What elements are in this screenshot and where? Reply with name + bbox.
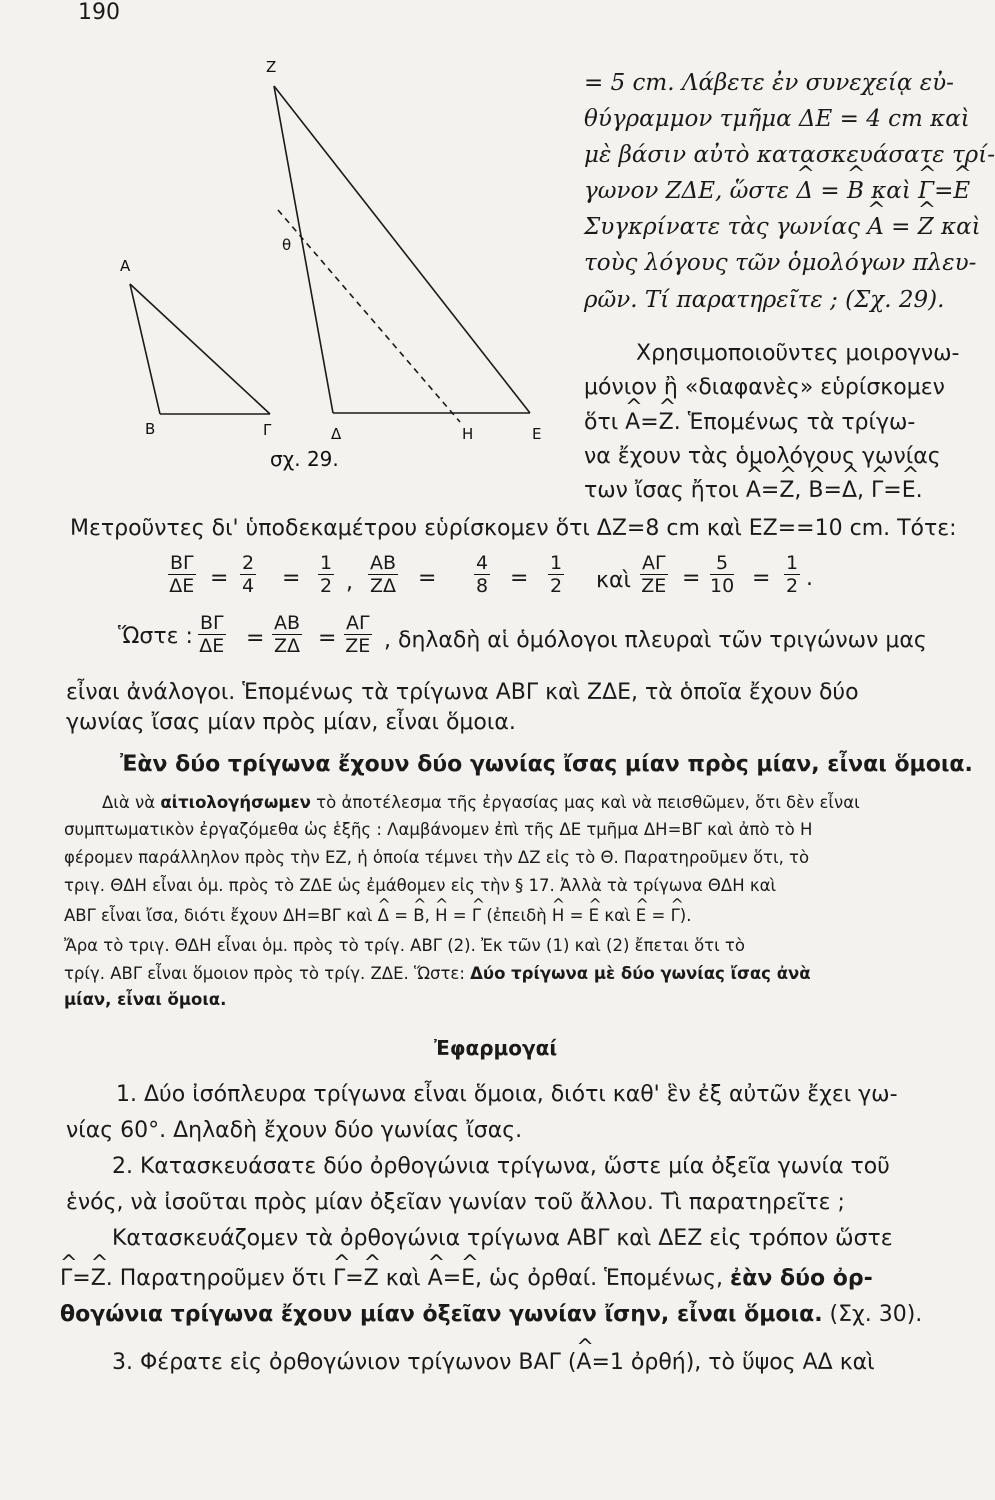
proof-line-4: τριγ. ΘΔΗ εἶναι ὁμ. πρὸς τὸ ΖΔΕ ὡς ἐμάθομεν εἰς τὴν § 17. Ἀλλὰ τὰ τρίγωνα ΘΔΗ καὶ <box>64 876 777 895</box>
right-line-12: των ἴσας ἤτοι ^ Α=^ Ζ, ^ Β=^ Δ, ^ Γ=^ Ε. <box>584 478 923 503</box>
segment-h-theta <box>278 210 460 422</box>
label-z: Z <box>266 58 277 76</box>
app-2-line-1: 2. Κατασκευάσατε δύο ὀρθογώνια τρίγωνα, ὥστε μία ὀξεῖα γωνία τοῦ <box>112 1154 890 1179</box>
para-line-2: γωνίας ἴσας μίαν πρὸς μίαν, εἶναι ὅμοια. <box>66 710 516 735</box>
fraction-1-2: $\frac{1}{2}$ <box>550 552 563 597</box>
period: . <box>806 566 813 591</box>
proof-line-8: μίαν, εἶναι ὅμοια. <box>64 990 227 1009</box>
right-line-8: Χρησιμοποιοῦντες μοιρογνω- <box>636 341 960 366</box>
page-number: 190 <box>78 0 120 25</box>
kai-word: καὶ <box>596 568 631 593</box>
fraction-ag-ze: $\frac{A\Gamma}{ZE}$ <box>345 612 371 657</box>
fraction-2-4: $\frac{2}{4}$ <box>242 552 255 597</box>
label-a: A <box>120 257 131 275</box>
label-b: B <box>145 420 156 438</box>
fraction-bg-de: $\frac{B\Gamma}{\Delta E}$ <box>169 552 195 597</box>
right-line-5: Συγκρίνατε τὰς γωνίας ^ Α = ^ Ζ καὶ <box>584 214 981 240</box>
figure-29 <box>100 50 560 480</box>
right-line-3: μὲ βάσιν αὐτὸ κατασκευάσατε τρί- <box>584 142 995 168</box>
equals-sign: = <box>418 566 437 591</box>
label-h: H <box>462 425 474 443</box>
right-line-10: ὅτι ^ Α=^ Ζ. Ἑπομένως τὰ τρίγω- <box>584 410 915 435</box>
right-line-6: τοὺς λόγους τῶν ὁμολόγων πλευ- <box>584 250 977 276</box>
segment-ag <box>130 284 270 414</box>
figure-caption: σχ. 29. <box>270 447 339 471</box>
proof-line-6: Ἄρα τὸ τριγ. ΘΔΗ εἶναι ὁμ. πρὸς τὸ τρίγ. ΑΒΓ (2). Ἐκ τῶν (1) καὶ (2) ἔπεται ὅτι τὸ <box>64 936 745 955</box>
proof-line-5: ΑΒΓ εἶναι ἴσα, διότι ἔχουν ΔΗ=ΒΓ καὶ ^ Δ = ^ Β, ^ Η = ^ Γ (ἐπειδὴ ^ Η = ^ Ε καὶ ^ Ε = ^ Γ). <box>64 906 691 925</box>
segment-ab <box>130 284 160 414</box>
proof-line-7: τρίγ. ΑΒΓ εἶναι ὅμοιον πρὸς τὸ τρίγ. ΖΔΕ. Ὥστε: Δύο τρίγωνα μὲ δύο γωνίας ἴσας ἀνὰ <box>64 964 811 983</box>
fraction-bg-de: $\frac{B\Gamma}{\Delta E}$ <box>199 612 225 657</box>
label-d: Δ <box>331 425 342 443</box>
hoste-tail: , δηλαδὴ αἱ ὁμόλογοι πλευραὶ τῶν τριγώνων μας <box>384 628 927 653</box>
fraction-ab-zd: $\frac{AB}{Z\Delta}$ <box>274 612 301 657</box>
app-3-line-1: 3. Φέρατε εἰς ὀρθογώνιον τρίγωνον ΒΑΓ (^ Α=1 ὀρθή), τὸ ὕψος ΑΔ καὶ <box>112 1350 875 1375</box>
app-2-line-2: ἑνός, νὰ ἰσοῦται πρὸς μίαν ὀξεῖαν γωνίαν τοῦ ἄλλου. Τὶ παρατηρεῖτε ; <box>66 1190 845 1215</box>
equals-sign: = <box>682 566 701 591</box>
label-g: Γ <box>263 421 272 439</box>
equals-sign: = <box>246 626 265 651</box>
right-line-11: να ἔχουν τὰς ὁμολόγους γωνίας <box>584 444 941 469</box>
right-line-1: = 5 cm. Λάβετε ἐν συνεχείᾳ εὐ- <box>584 70 954 96</box>
right-line-2: θύγραμμον τμῆμα ΔΕ = 4 cm καὶ <box>584 106 970 132</box>
measure-line: Μετροῦντες δι' ὑποδεκαμέτρου εὑρίσκομεν ὅτι ΔΖ=8 cm καὶ ΕΖ==10 cm. Τότε: <box>70 516 957 541</box>
fraction-5-10: $\frac{5}{10}$ <box>710 552 735 597</box>
proof-line-2: συμπτωματικὸν ἐργαζόμεθα ὡς ἑξῆς : Λαμβάνομεν ἐπὶ τῆς ΔΕ τμῆμα ΔΗ=ΒΓ καὶ ἀπὸ τὸ Η <box>64 820 813 839</box>
fraction-4-8: $\frac{4}{8}$ <box>476 552 489 597</box>
right-line-9: μόνιον ἢ «διαφανὲς» εὑρίσκομεν <box>584 375 945 400</box>
app-1-line-2: νίας 60°. Δηλαδὴ ἔχουν δύο γωνίας ἴσας. <box>66 1118 523 1143</box>
comma: , <box>346 570 353 595</box>
equals-sign: = <box>210 566 229 591</box>
proof-line-3: φέρομεν παράλληλον πρὸς τὴν ΕΖ, ἡ ὁποία τέμνει τὴν ΔΖ εἰς τὸ Θ. Παρατηροῦμεν ὅτι, τὸ <box>64 848 810 867</box>
proof-line-1: Διὰ νὰ αἰτιολογήσωμεν τὸ ἀποτέλεσμα τῆς ἐργασίας μας καὶ νὰ πεισθῶμεν, ὅτι δὲν εἶναι <box>102 793 860 812</box>
label-theta: θ <box>282 236 292 254</box>
label-e: E <box>532 425 542 443</box>
app-2-line-4: ^ Γ=^ Ζ. Παρατηροῦμεν ὅτι ^ Γ=^ Ζ καὶ ^ Α=^ Ε, ὡς ὀρθαί. Ἑπομένως, ἐὰν δύο ὀρ- <box>60 1266 873 1291</box>
para-line-1: εἶναι ἀνάλογοι. Ἑπομένως τὰ τρίγωνα ΑΒΓ καὶ ΖΔΕ, τὰ ὁποῖα ἔχουν δύο <box>66 680 859 705</box>
equals-sign: = <box>318 626 337 651</box>
app-2-line-5: θογώνια τρίγωνα ἔχουν μίαν ὀξεῖαν γωνίαν ἴσην, εἶναι ὅμοια. (Σχ. 30). <box>60 1302 923 1327</box>
right-line-7: ρῶν. Τί παρατηρεῖτε ; (Σχ. 29). <box>584 287 945 313</box>
app-1-line-1: 1. Δύο ἰσόπλευρα τρίγωνα εἶναι ὅμοια, διότι καθ' ἓν ἐξ αὐτῶν ἔχει γω- <box>116 1082 898 1107</box>
segment-ze <box>274 86 530 413</box>
fraction-1-2: $\frac{1}{2}$ <box>320 552 333 597</box>
hoste-label: Ὥστε : <box>118 624 193 649</box>
fraction-ag-ze: $\frac{A\Gamma}{ZE}$ <box>641 552 667 597</box>
applications-heading: Ἐφαρμογαί <box>434 1036 558 1060</box>
equals-sign: = <box>282 566 301 591</box>
app-2-line-3: Κατασκευάζομεν τὰ ὀρθογώνια τρίγωνα ΑΒΓ καὶ ΔΕΖ εἰς τρόπον ὥστε <box>112 1226 893 1251</box>
equals-sign: = <box>510 566 529 591</box>
theorem: Ἐὰν δύο τρίγωνα ἔχουν δύο γωνίας ἴσας μίαν πρὸς μίαν, εἶναι ὅμοια. <box>120 752 973 777</box>
fraction-ab-zd: $\frac{AB}{Z\Delta}$ <box>370 552 397 597</box>
right-line-4: γωνον ΖΔΕ, ὥστε ^ Δ = ^ Β καὶ ^ Γ=^ Ε <box>584 178 970 204</box>
fraction-1-2: $\frac{1}{2}$ <box>786 552 799 597</box>
equals-sign: = <box>752 566 771 591</box>
